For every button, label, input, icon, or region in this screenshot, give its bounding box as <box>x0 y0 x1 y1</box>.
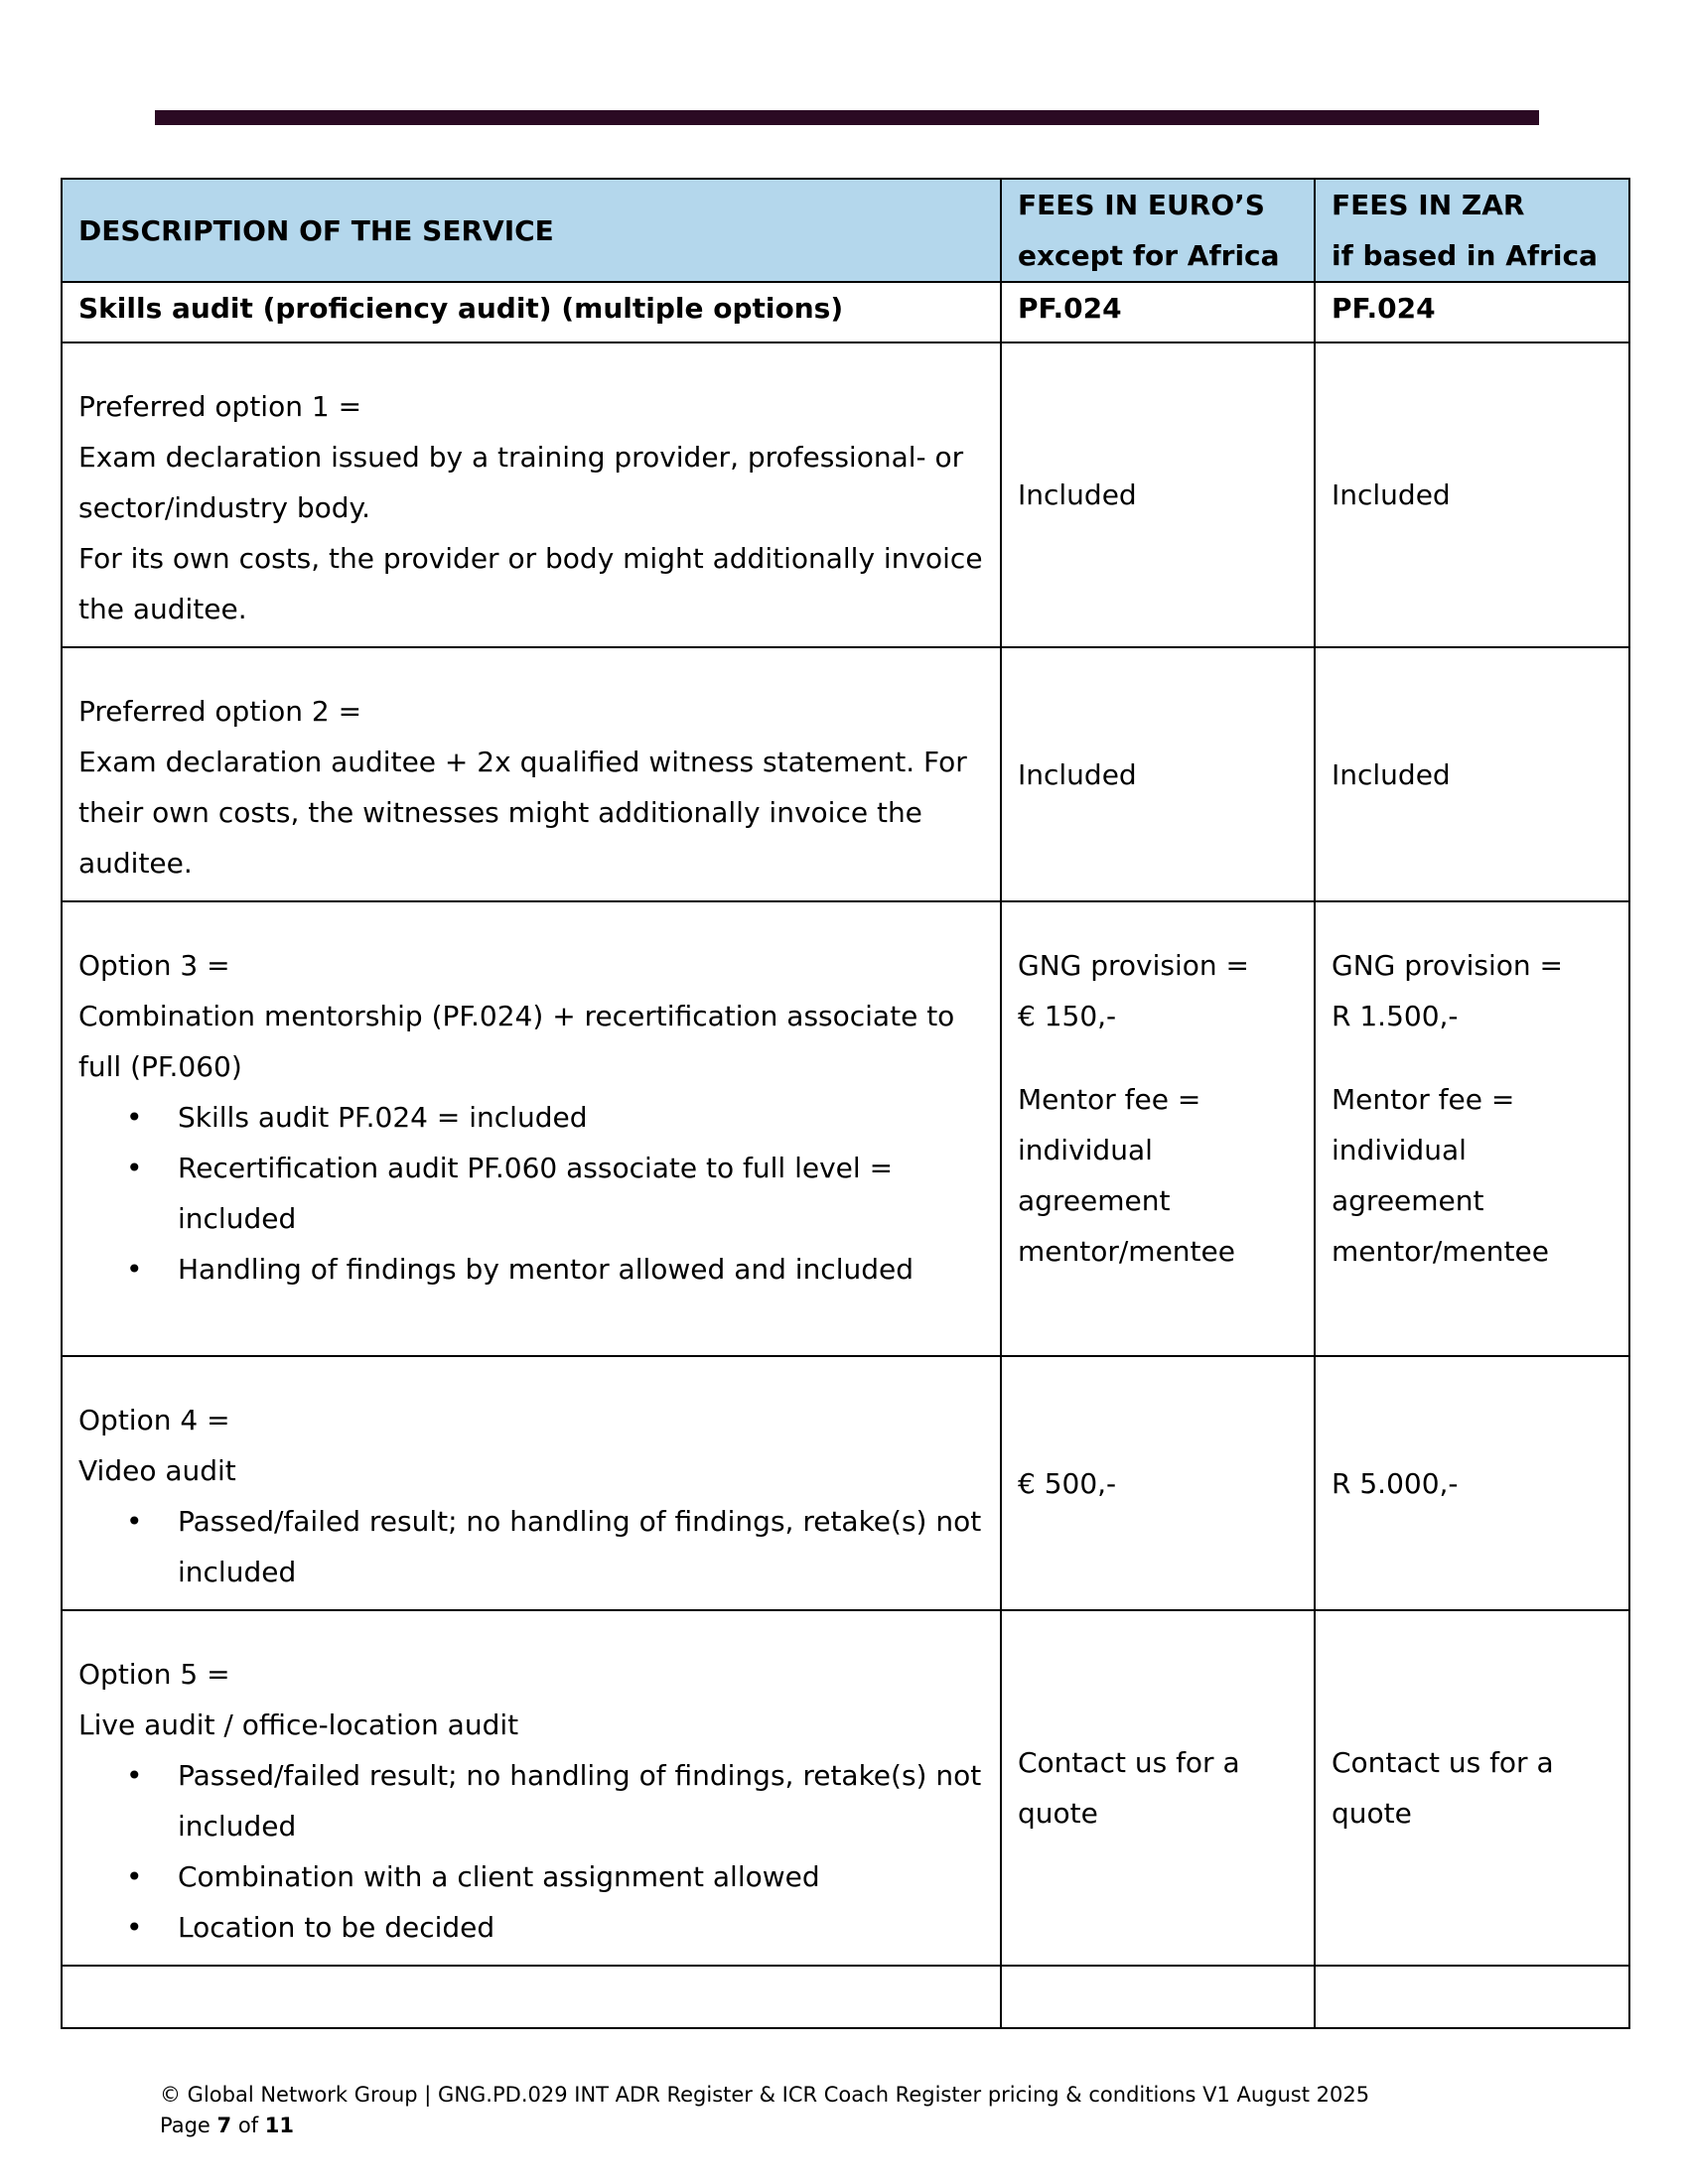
subheader-eur-code: PF.024 <box>1001 282 1315 342</box>
empty-cell <box>1001 1966 1315 2028</box>
bullet-list <box>78 1750 986 1953</box>
fee-zar: R 5.000,- <box>1315 1356 1629 1610</box>
table-row <box>62 901 1629 1356</box>
fee-zar: Included <box>1315 647 1629 901</box>
list-item: • Combination with a client assignment allowed <box>178 1851 986 1902</box>
page-footer <box>160 2080 1369 2141</box>
bullet-list <box>78 1496 986 1597</box>
subheader-zar-code: PF.024 <box>1315 282 1629 342</box>
page-number: Page 7 of 11 <box>160 2114 295 2137</box>
option-description: Option 4 = Video audit • Passed/failed result; no handling of findings, retake(s) not included <box>62 1356 1001 1610</box>
option-description: Preferred option 2 = Exam declaration auditee + 2x qualified witness statement. For their own costs, the witnesses might additionally invoice the auditee. <box>62 647 1001 901</box>
empty-cell <box>1315 1966 1629 2028</box>
fee-zar: Contact us for a quote <box>1315 1610 1629 1966</box>
table-row-empty <box>62 1966 1629 2028</box>
option-description: Option 5 = Live audit / office-location audit • Passed/failed result; no handling of findings, retake(s) not included • Combination with a client assignment allowed • Location to be decided <box>62 1610 1001 1966</box>
option-description: Option 3 = Combination mentorship (PF.024) + recertification associate to full (PF.060) • Skills audit PF.024 = included • Recertification audit PF.060 associate to full level = included • Handling of findings by mentor allowed and included <box>62 901 1001 1356</box>
header-description: DESCRIPTION OF THE SERVICE <box>62 179 1001 282</box>
table-row <box>62 647 1629 901</box>
list-item: • Location to be decided <box>178 1902 986 1953</box>
header-rule <box>155 110 1539 125</box>
list-item: • Handling of findings by mentor allowed and included <box>178 1244 986 1295</box>
fee-zar: Included <box>1315 342 1629 647</box>
table-row <box>62 1610 1629 1966</box>
option-description: Preferred option 1 = Exam declaration issued by a training provider, professional- or sector/industry body. For its own costs, the provider or body might additionally invoice the auditee. <box>62 342 1001 647</box>
list-item: • Recertification audit PF.060 associate to full level = included <box>178 1143 986 1244</box>
subheader-title: Skills audit (proficiency audit) (multiple options) <box>62 282 1001 342</box>
fee-eur: GNG provision = € 150,- Mentor fee = individual agreement mentor/mentee <box>1001 901 1315 1356</box>
empty-cell <box>62 1966 1001 2028</box>
table-subheader-row <box>62 282 1629 342</box>
header-fees-euro: FEES IN EURO’S except for Africa <box>1001 179 1315 282</box>
footer-copyright: © Global Network Group | GNG.PD.029 INT ADR Register & ICR Coach Register pricing & conditions V1 August 2025 <box>160 2083 1370 2107</box>
fees-table <box>61 178 1630 2029</box>
fee-eur: € 500,- <box>1001 1356 1315 1610</box>
fee-eur: Included <box>1001 342 1315 647</box>
fee-eur: Contact us for a quote <box>1001 1610 1315 1966</box>
header-fees-zar: FEES IN ZAR if based in Africa <box>1315 179 1629 282</box>
table-header-row <box>62 179 1629 282</box>
list-item: • Passed/failed result; no handling of findings, retake(s) not included <box>178 1496 986 1597</box>
list-item: • Skills audit PF.024 = included <box>178 1092 986 1143</box>
list-item: • Passed/failed result; no handling of findings, retake(s) not included <box>178 1750 986 1851</box>
table-row <box>62 342 1629 647</box>
fee-eur: Included <box>1001 647 1315 901</box>
bullet-list <box>78 1092 986 1295</box>
table-row <box>62 1356 1629 1610</box>
fee-zar: GNG provision = R 1.500,- Mentor fee = individual agreement mentor/mentee <box>1315 901 1629 1356</box>
